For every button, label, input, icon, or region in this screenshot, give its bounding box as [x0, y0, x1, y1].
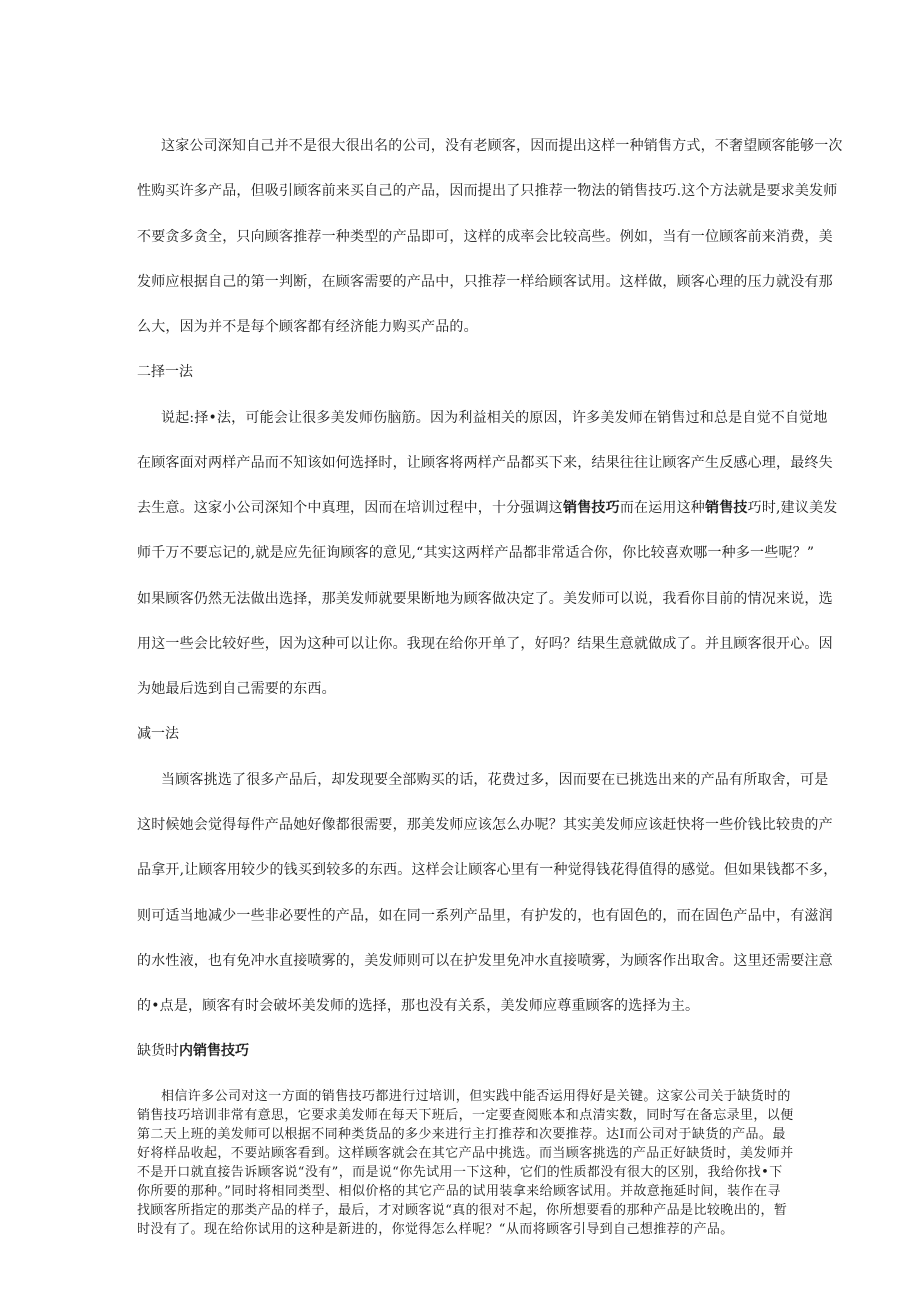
paragraph-line: 这家公司深知自己并不是很大很出名的公司，没有老顾客，因而提出这样一种销售方式，不奢望顾客能够一次	[161, 138, 843, 154]
paragraph-line: 品拿开,让顾客用较少的钱买到较多的东西。这样会让顾客心里有一种觉得钱花得值得的感觉。但如果钱都不多，	[137, 862, 838, 878]
paragraph-line: 时没有了。现在给你试用的这种是新进的，你觉得怎么样呢？“从而将顾客引导到自己想推荐的产品。	[137, 1222, 734, 1237]
paragraph-line: 不是开口就直接告诉顾客说“没有”，而是说“你先试用一下这种，它们的性质都没有很大的区别，我给你找•下	[137, 1165, 783, 1180]
heading-text: 缺货时	[137, 1043, 179, 1059]
paragraph-line: 你所要的那种。”同时将相同类型、相似价格的其它产品的试用装拿来给顾客试用。并故意拖延时间，装作在寻	[137, 1184, 781, 1199]
paragraph-line: 这时候她会觉得每件产品她好像都很需要，那美发师应该怎么办呢？其实美发师应该赶快将一些价钱比较贵的产	[137, 817, 833, 833]
section-heading: 二择一法	[137, 364, 193, 380]
paragraph-line: 发师应根据自己的第一判断，在顾客需要的产品中，只推荐一样给顾客试用。这样做，顾客心理的压力就没有那	[137, 274, 833, 290]
paragraph-line: 用这一些会比较好些，因为这种可以让你。我现在给你开单了，好吗？结果生意就做成了。并且顾客很开心。因	[137, 636, 833, 652]
paragraph-line: 当顾客挑选了很多产品后，却发现要全部购买的话，花费过多，因而要在已挑选出来的产品有所取舍，可是	[161, 772, 829, 788]
paragraph-line: 说起:择•法，可能会让很多美发师伤脑筋。因为利益相关的原因，许多美发师在销售过和总是自觉不自觉地	[161, 410, 828, 426]
paragraph-line: 为她最后选到自己需要的东西。	[137, 681, 336, 697]
heading-text-bold: 内销售技巧	[179, 1043, 249, 1059]
paragraph-line: 如果顾客仍然无法做出选择，那美发师就要果断地为顾客做决定了。美发师可以说，我看你目前的情况来说，选	[137, 591, 833, 607]
section-heading: 减一法	[137, 726, 179, 742]
paragraph-line-mixed	[137, 498, 838, 518]
paragraph-line: 第二天上班的美发师可以根据不同种类货品的多少来进行主打推荐和次要推荐。达Ⅰ而公司对于缺货的产品。最	[137, 1127, 786, 1142]
keyword-bold: 销售技	[705, 500, 748, 516]
paragraph-line: 在顾客面对两样产品而不知该如何选择时，让顾客将两样产品都买下来，结果往往让顾客产生反感心理，最终失	[137, 455, 833, 471]
paragraph-line: 相信许多公司对这一方面的销售技巧都进行过培训，但实践中能否运用得好是关键。这家公司关于缺货时的	[161, 1089, 791, 1104]
keyword-bold: 销售技巧	[563, 500, 620, 516]
paragraph-line: 则可适当地减少一些非必要性的产品，如在同一系列产品里，有护发的，也有固色的，而在固色产品中，有滋润	[137, 908, 833, 924]
section-heading	[137, 1041, 249, 1061]
paragraph-line: 师千万不要忘记的,就是应先征询顾客的意见,“其实这两样产品都非常适合你，你比较喜欢哪一种多一些呢？”	[137, 545, 815, 561]
paragraph-line: 销售技巧培训非常有意思，它要求美发师在每天下班后，一定要查阅账本和点清实数，同时写在备忘录里，以便	[137, 1108, 794, 1123]
paragraph-line: 找顾客所指定的那类产品的样子，最后，才对顾客说“真的很对不起，你所想要看的那种产品是比较晚出的，暂	[137, 1203, 788, 1218]
paragraph-line: 性购买许多产品，但吸引顾客前来买自己的产品，因而提出了只推荐一物法的销售技巧.这个方法就是要求美发师	[137, 183, 838, 199]
text-run: 去生意。这家小公司深知个中真理，因而在培训过程中，十分强调这	[137, 500, 563, 516]
paragraph-line: 好将样品收起，不要站顾客看到。这样顾客就会在其它产品中挑选。而当顾客挑选的产品正好缺货时，美发师并	[137, 1146, 794, 1161]
text-run: 而在运用这种	[619, 500, 706, 516]
paragraph-line: 不要贪多贪全，只向顾客推荐一种类型的产品即可，这样的成率会比较高些。例如，当有一位顾客前来消费，美	[137, 229, 833, 245]
paragraph-line: 的•点是，顾客有时会破坏美发师的选择，那也没有关系，美发师应尊重顾客的选择为主。	[137, 998, 700, 1014]
text-run: 巧时,建议美发	[747, 500, 838, 516]
paragraph-line: 的水性液，也有免冲水直接喷雾的，美发师则可以在护发里免冲水直接喷雾，为顾客作出取舍。这里还需要注意	[137, 953, 833, 969]
paragraph-line: 么大，因为并不是每个顾客都有经济能力购买产品的。	[137, 319, 478, 335]
